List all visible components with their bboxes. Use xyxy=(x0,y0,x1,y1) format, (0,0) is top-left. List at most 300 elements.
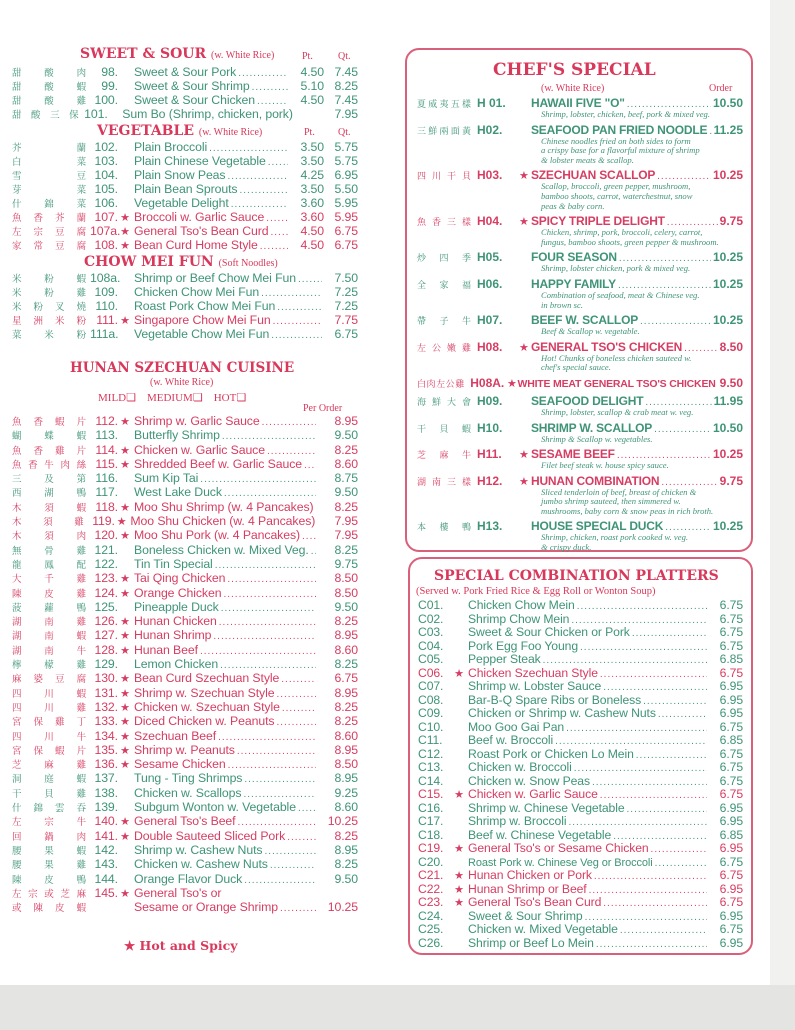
scan-edge-right xyxy=(770,0,795,985)
item-number: 108a. xyxy=(90,271,121,285)
menu-item[interactable] xyxy=(12,485,358,499)
sweet-sour-title-text: SWEET & SOUR xyxy=(80,46,207,62)
item-name: Broccoli w. Garlic Sauce xyxy=(134,210,265,224)
price: 10.25 xyxy=(712,276,743,291)
item-code: H02. xyxy=(477,122,503,137)
menu-item[interactable] xyxy=(12,107,358,121)
price: 11.95 xyxy=(713,393,743,408)
chef-item-header xyxy=(407,123,751,137)
order-header: Order xyxy=(709,83,733,94)
description-line: Combination of seafood, meat & Chinese veg. xyxy=(541,289,700,300)
item-name: Sweet & Sour Chicken xyxy=(134,93,256,107)
dot-leader xyxy=(244,872,316,888)
item-name: Shrimp w. Broccoli xyxy=(468,814,567,828)
chinese-name: 陳皮雞 xyxy=(12,588,86,600)
menu-item[interactable] xyxy=(12,196,358,210)
item-name: Orange Flavor Duck xyxy=(134,871,243,886)
item-name: Plain Chinese Vegetable xyxy=(134,154,266,168)
chef-special-item[interactable] xyxy=(407,447,751,471)
price: 7.50 xyxy=(334,271,358,285)
star-icon: ★ xyxy=(454,789,464,801)
price: 6.75 xyxy=(719,922,743,936)
chinese-name: 夏威夷五樣 xyxy=(417,99,471,109)
menu-item[interactable] xyxy=(12,443,358,457)
chinese-name: 米粉叉燒 xyxy=(12,302,86,313)
chef-special-item[interactable] xyxy=(407,250,751,274)
item-code: H13. xyxy=(477,519,503,534)
chef-special-item[interactable] xyxy=(407,214,751,247)
item-number: 111. xyxy=(96,313,118,327)
menu-item[interactable] xyxy=(12,79,358,93)
chinese-name: 四川牛 xyxy=(12,731,86,743)
menu-item[interactable] xyxy=(418,829,743,843)
chef-special-item[interactable] xyxy=(407,168,751,211)
item-number: 129. xyxy=(94,657,118,672)
item-name: WHITE MEAT GENERAL TSO'S CHICKEN xyxy=(517,377,716,390)
price: 8.95 xyxy=(334,742,358,757)
item-number: 124. xyxy=(94,585,118,600)
menu-item[interactable] xyxy=(12,93,358,107)
menu-item[interactable] xyxy=(12,65,358,79)
item-name: Double Sauteed Sliced Pork xyxy=(134,828,286,843)
price: 6.85 xyxy=(719,733,743,747)
menu-item[interactable] xyxy=(12,886,358,900)
item-name: Shrimp w. Peanuts xyxy=(134,742,235,757)
menu-item[interactable] xyxy=(12,657,358,671)
item-number: 99. xyxy=(101,79,118,93)
price: 6.95 xyxy=(719,841,743,855)
menu-item[interactable] xyxy=(418,599,743,613)
menu-item[interactable] xyxy=(12,628,358,642)
item-name: HAWAII FIVE "O" xyxy=(531,96,625,110)
dot-leader xyxy=(709,123,711,139)
item-number: C14. xyxy=(418,773,444,788)
item-number: 100. xyxy=(94,93,118,107)
item-name: Plain Bean Sprouts xyxy=(134,182,238,196)
item-number: 104. xyxy=(94,168,118,182)
item-number: C08. xyxy=(418,692,444,707)
item-name: General Tso's Bean Curd xyxy=(468,895,602,909)
price-pint: 3.60 xyxy=(300,196,324,210)
chinese-name: 甜酸雞 xyxy=(12,96,86,107)
item-name: General Tso's Bean Curd xyxy=(134,224,269,238)
chow-mei-fun-title-text: CHOW MEI FUN xyxy=(84,254,214,270)
price: 7.45 xyxy=(334,65,358,79)
menu-item[interactable] xyxy=(12,714,358,728)
item-number: C05. xyxy=(418,652,444,666)
dot-leader xyxy=(603,896,707,911)
dot-leader xyxy=(594,869,707,884)
item-code: H10. xyxy=(477,420,503,435)
menu-item[interactable] xyxy=(12,528,358,542)
menu-item[interactable] xyxy=(418,640,743,654)
item-name: Plain Broccoli xyxy=(134,140,208,154)
menu-item[interactable] xyxy=(418,869,743,883)
price-pint: 4.50 xyxy=(300,238,324,252)
menu-item[interactable] xyxy=(12,285,358,299)
chinese-name: 帶子牛 xyxy=(417,316,471,327)
item-name: Chicken w. Mixed Vegetable xyxy=(468,922,618,936)
item-name: Sesame or Orange Shrimp xyxy=(134,900,278,915)
hot-label: HOT xyxy=(213,392,237,404)
item-number: C18. xyxy=(418,827,444,842)
item-number: 101. xyxy=(84,107,108,121)
menu-item[interactable] xyxy=(418,788,743,802)
menu-item[interactable] xyxy=(418,937,743,951)
item-name: Chicken w. Cashew Nuts xyxy=(134,857,268,872)
price: 7.95 xyxy=(334,514,358,529)
item-number: 137. xyxy=(94,771,118,786)
menu-item[interactable] xyxy=(418,653,743,667)
item-number: C25. xyxy=(418,922,444,936)
chinese-name: 米粉蝦 xyxy=(12,274,86,285)
menu-item[interactable] xyxy=(12,168,358,182)
item-name: Chicken Chow Mein xyxy=(468,598,575,612)
menu-item[interactable] xyxy=(12,271,358,285)
price: 9.50 xyxy=(334,871,358,886)
item-number: 139. xyxy=(94,800,118,815)
chinese-name: 西湖鴨 xyxy=(12,488,86,500)
price-pint: 3.60 xyxy=(300,210,324,224)
menu-item[interactable] xyxy=(12,600,358,614)
menu-item[interactable] xyxy=(418,761,743,775)
menu-item[interactable] xyxy=(12,140,358,154)
price: 8.95 xyxy=(334,685,358,700)
item-name: Lemon Chicken xyxy=(134,657,219,672)
price: 6.75 xyxy=(719,773,743,788)
price: 7.95 xyxy=(334,107,358,121)
item-number: C21. xyxy=(418,868,444,882)
chef-item-header xyxy=(407,168,751,182)
chef-special-item[interactable] xyxy=(407,277,751,310)
dot-leader xyxy=(577,599,707,614)
menu-item[interactable] xyxy=(12,224,358,238)
price: 8.25 xyxy=(334,499,358,514)
item-number: 116. xyxy=(95,471,118,486)
price: 8.75 xyxy=(334,471,358,486)
chinese-name: 什錦菜 xyxy=(12,199,86,210)
star-icon: ★ xyxy=(120,240,130,252)
description-line: chef's special sauce. xyxy=(541,362,611,373)
chinese-name: 龍鳳配 xyxy=(12,559,86,571)
price: 8.25 xyxy=(334,828,358,843)
star-icon: ★ xyxy=(120,730,130,743)
menu-item[interactable] xyxy=(418,680,743,694)
menu-item[interactable] xyxy=(12,900,358,914)
menu-item[interactable] xyxy=(12,299,358,313)
menu-item[interactable] xyxy=(12,700,358,714)
menu-item[interactable] xyxy=(418,883,743,897)
chinese-name: 本樓鴨 xyxy=(417,522,471,533)
menu-item[interactable] xyxy=(12,210,358,224)
chinese-name: 星洲米粉 xyxy=(12,316,86,327)
item-number: 134. xyxy=(94,728,118,743)
description-line: mushrooms, baby corn & snow peas in rich broth. xyxy=(541,505,714,516)
star-icon: ★ xyxy=(120,644,130,657)
chinese-name: 腰果雞 xyxy=(12,860,86,872)
price: 6.95 xyxy=(719,679,743,693)
chinese-name: 蝴蝶蝦 xyxy=(12,431,86,443)
chinese-name: 米粉雞 xyxy=(12,288,86,299)
menu-item[interactable] xyxy=(12,586,358,600)
price: 8.60 xyxy=(334,800,358,815)
chinese-name: 腰果蝦 xyxy=(12,845,86,857)
chef-special-item[interactable] xyxy=(407,123,751,166)
menu-item[interactable] xyxy=(418,721,743,735)
chef-special-item[interactable] xyxy=(407,376,751,390)
price: 10.25 xyxy=(712,313,743,328)
chefs-special-box xyxy=(405,48,753,552)
item-name: Orange Chicken xyxy=(134,585,222,600)
menu-item[interactable] xyxy=(12,643,358,657)
price: 6.75 xyxy=(719,854,743,869)
item-number: C15. xyxy=(418,787,444,801)
menu-item[interactable] xyxy=(12,786,358,800)
dot-leader xyxy=(651,842,707,857)
item-name: HAPPY FAMILY xyxy=(531,276,616,291)
item-number: C13. xyxy=(418,760,444,774)
menu-item[interactable] xyxy=(12,500,358,514)
menu-item[interactable] xyxy=(418,775,743,789)
chef-item-header xyxy=(407,313,751,327)
price: 9.50 xyxy=(334,428,358,443)
menu-item[interactable] xyxy=(418,707,743,721)
item-number: 143. xyxy=(94,857,118,872)
price: 8.50 xyxy=(334,757,358,772)
star-icon: ★ xyxy=(507,377,517,390)
item-number: C12. xyxy=(418,746,444,761)
menu-item[interactable] xyxy=(12,872,358,886)
chef-special-item[interactable] xyxy=(407,313,751,337)
menu-item[interactable] xyxy=(12,182,358,196)
menu-item[interactable] xyxy=(418,626,743,640)
menu-item[interactable] xyxy=(418,842,743,856)
menu-item[interactable] xyxy=(418,613,743,627)
dot-leader xyxy=(636,748,707,763)
price: 8.95 xyxy=(334,414,358,428)
price: 9.50 xyxy=(334,485,358,500)
per-order-header: Per Order xyxy=(303,403,343,414)
menu-item[interactable] xyxy=(418,694,743,708)
chinese-name: 木須肉 xyxy=(12,531,86,543)
item-number: 130. xyxy=(94,671,118,686)
menu-item[interactable] xyxy=(12,543,358,557)
price: 6.75 xyxy=(719,895,743,909)
item-name: SHRIMP W. SCALLOP xyxy=(531,420,653,435)
menu-item[interactable] xyxy=(12,671,358,685)
chef-special-item[interactable] xyxy=(407,394,751,418)
star-icon: ★ xyxy=(519,170,529,183)
item-number: 132. xyxy=(94,699,118,714)
description-line: Chinese noodles fried on both sides to form xyxy=(541,135,691,146)
item-name: Sweet & Sour Shrimp xyxy=(468,908,583,923)
item-number: C07. xyxy=(418,679,444,693)
chinese-name: 什錦雲吞 xyxy=(12,803,86,815)
menu-item[interactable] xyxy=(12,729,358,743)
menu-item[interactable] xyxy=(418,748,743,762)
item-number: 110. xyxy=(95,299,118,313)
description-line: Chicken, shrimp, pork, broccoli, celery, carrot, xyxy=(541,227,703,238)
menu-item[interactable] xyxy=(418,734,743,748)
chinese-name: 芝麻雞 xyxy=(12,760,86,772)
veg-pt-header: Pt. xyxy=(304,127,315,138)
price: 6.75 xyxy=(719,638,743,653)
chef-item-header xyxy=(407,250,751,264)
menu-item[interactable] xyxy=(418,923,743,937)
chinese-name: 或陳皮蝦 xyxy=(12,903,86,915)
chinese-name: 芽菜 xyxy=(12,185,86,196)
star-icon: ★ xyxy=(120,444,130,457)
star-icon: ★ xyxy=(120,673,130,686)
menu-item[interactable] xyxy=(12,428,358,442)
chef-special-item[interactable] xyxy=(407,96,751,120)
menu-item[interactable] xyxy=(12,843,358,857)
price: 6.75 xyxy=(719,719,743,734)
item-number: 119. xyxy=(92,514,115,529)
chef-item-header xyxy=(407,447,751,461)
menu-item[interactable] xyxy=(12,614,358,628)
menu-item[interactable] xyxy=(12,829,358,843)
vegetable-title-text: VEGETABLE xyxy=(97,123,195,139)
item-code: H 01. xyxy=(477,96,506,110)
star-icon: ★ xyxy=(519,475,529,488)
menu-item[interactable] xyxy=(418,910,743,924)
price: 8.50 xyxy=(719,339,743,354)
star-icon: ★ xyxy=(120,501,130,514)
item-name: Sesame Chicken xyxy=(134,757,226,772)
item-number: 126. xyxy=(94,614,118,629)
price: 6.75 xyxy=(719,625,743,639)
item-number: 105. xyxy=(94,182,118,196)
dot-leader xyxy=(620,923,707,938)
menu-item[interactable] xyxy=(12,457,358,471)
price: 6.75 xyxy=(719,787,743,801)
star-icon: ★ xyxy=(519,449,529,462)
price: 6.95 xyxy=(719,814,743,828)
dot-leader xyxy=(589,883,707,898)
price: 9.75 xyxy=(719,473,743,488)
menu-item[interactable] xyxy=(418,815,743,829)
item-number: C16. xyxy=(418,800,444,815)
item-number: 107. xyxy=(94,210,118,224)
scan-edge xyxy=(0,985,795,1030)
item-name: BEEF W. SCALLOP xyxy=(531,313,639,328)
item-number: C23. xyxy=(418,895,444,909)
menu-item[interactable] xyxy=(12,327,358,341)
item-name: Hunan Beef xyxy=(134,642,198,657)
item-name: Hunan Chicken xyxy=(134,614,217,629)
menu-item[interactable] xyxy=(418,896,743,910)
chef-special-item[interactable] xyxy=(407,340,751,373)
item-description xyxy=(541,110,741,120)
chinese-name: 甜酸三保 xyxy=(12,110,79,121)
menu-item[interactable] xyxy=(12,238,358,252)
item-name: Plain Snow Peas xyxy=(134,168,226,182)
menu-item[interactable] xyxy=(12,814,358,828)
star-icon: ★ xyxy=(519,341,529,354)
menu-item[interactable] xyxy=(12,686,358,700)
item-number: 135. xyxy=(94,742,118,757)
star-icon: ★ xyxy=(454,883,464,896)
price: 9.75 xyxy=(719,214,743,229)
item-name: Shrimp w. Chinese Vegetable xyxy=(468,800,625,815)
price: 6.75 xyxy=(719,746,743,761)
item-number: C20. xyxy=(418,854,444,869)
menu-item[interactable] xyxy=(12,743,358,757)
menu-item[interactable] xyxy=(12,154,358,168)
chinese-name: 宮保雞丁 xyxy=(12,717,86,729)
combination-title: SPECIAL COMBINATION PLATTERS xyxy=(434,568,719,584)
description-line: & lobster meats & scallop. xyxy=(541,154,634,165)
vegetable-sub: (w. White Rice) xyxy=(198,127,263,138)
price: 8.95 xyxy=(334,771,358,786)
menu-item[interactable] xyxy=(418,802,743,816)
chef-special-item[interactable] xyxy=(407,474,751,517)
star-icon: ★ xyxy=(120,616,130,629)
hot-checkbox[interactable]: ❏ xyxy=(236,392,247,404)
menu-item[interactable] xyxy=(12,313,358,327)
mild-checkbox[interactable]: ❏ xyxy=(126,392,136,404)
item-code: H12. xyxy=(477,473,503,488)
price: 8.25 xyxy=(334,79,358,93)
description-line: Shrimp & Scallop w. vegetables. xyxy=(541,433,653,444)
item-code: H03. xyxy=(477,168,503,183)
menu-item[interactable] xyxy=(12,471,358,485)
star-icon: ★ xyxy=(120,212,130,224)
menu-item[interactable] xyxy=(12,414,358,428)
chinese-name: 洞庭蝦 xyxy=(12,774,86,786)
star-icon: ★ xyxy=(120,716,130,729)
item-name: HOUSE SPECIAL DUCK xyxy=(531,519,664,534)
item-number: 114. xyxy=(95,442,118,457)
chinese-name: 菜米粉 xyxy=(12,330,86,341)
menu-item[interactable] xyxy=(418,856,743,870)
item-name: Moo Shu Shrimp (w. 4 Pancakes) xyxy=(134,499,314,514)
chef-special-item[interactable] xyxy=(407,421,751,445)
chef-special-item[interactable] xyxy=(407,519,751,552)
price: 10.25 xyxy=(712,250,743,265)
chinese-name: 魚香芥蘭 xyxy=(12,213,86,224)
price: 9.25 xyxy=(334,785,358,800)
menu-item[interactable] xyxy=(12,571,358,585)
item-name: Tai Qing Chicken xyxy=(134,571,226,586)
price: 8.25 xyxy=(334,542,358,557)
menu-item[interactable] xyxy=(12,857,358,871)
item-name: Chicken w. Broccoli xyxy=(468,760,572,774)
chinese-name: 魚香雞片 xyxy=(12,445,86,457)
item-name: Sweet & Sour Chicken or Pork xyxy=(468,625,630,639)
menu-item[interactable] xyxy=(12,757,358,771)
item-description xyxy=(541,291,741,310)
menu-item[interactable] xyxy=(418,667,743,681)
item-number: C24. xyxy=(418,908,444,923)
medium-checkbox[interactable]: ❏ xyxy=(192,392,203,404)
chinese-name: 芝麻牛 xyxy=(417,450,471,461)
chinese-name: 四川雞 xyxy=(12,702,86,714)
menu-item[interactable] xyxy=(12,557,358,571)
price: 8.95 xyxy=(334,842,358,857)
sweet-sour-list xyxy=(12,65,358,121)
dot-leader xyxy=(600,667,707,682)
item-description xyxy=(541,264,741,274)
price: 6.75 xyxy=(719,598,743,612)
item-name: Moo Shu Pork (w. 4 Pancakes) xyxy=(134,528,301,543)
menu-item[interactable] xyxy=(12,800,358,814)
menu-item[interactable] xyxy=(12,771,358,785)
price: 6.95 xyxy=(719,800,743,815)
price: 10.25 xyxy=(712,519,743,534)
menu-item[interactable] xyxy=(12,514,358,528)
